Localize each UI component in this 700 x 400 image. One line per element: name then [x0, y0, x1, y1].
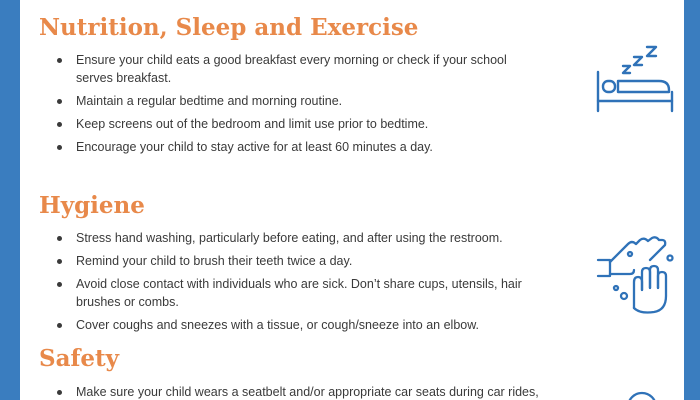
- list-item: Encourage your child to stay active for at least 60 minutes a day.: [20, 138, 540, 156]
- bullet-list: [20, 383, 580, 400]
- list-item: Maintain a regular bedtime and morning routine.: [20, 92, 540, 110]
- list-item: Avoid close contact with individuals who are sick. Don’t share cups, utensils, hair brushes or combs.: [20, 275, 540, 311]
- sleeping-bed-icon: [593, 44, 679, 114]
- tips-page: [20, 0, 684, 400]
- list-item: Cover coughs and sneezes with a tissue, or cough/sneeze into an elbow.: [20, 316, 540, 334]
- section-title: Hygiene: [39, 192, 145, 219]
- list-item: Make sure your child wears a seatbelt and/or appropriate car seats during car rides,: [20, 383, 580, 400]
- hand-washing-icon: [594, 230, 678, 320]
- list-item: Keep screens out of the bedroom and limit use prior to bedtime.: [20, 115, 540, 133]
- section-title: Nutrition, Sleep and Exercise: [39, 14, 419, 41]
- list-item: Remind your child to brush their teeth twice a day.: [20, 252, 540, 270]
- list-item: Ensure your child eats a good breakfast every morning or check if your school serves breakfast.: [20, 51, 540, 87]
- list-item: Stress hand washing, particularly before eating, and after using the restroom.: [20, 229, 540, 247]
- section-title: Safety: [39, 345, 120, 372]
- bullet-list: [20, 51, 540, 161]
- safety-icon: [624, 387, 660, 400]
- bullet-list: [20, 229, 540, 339]
